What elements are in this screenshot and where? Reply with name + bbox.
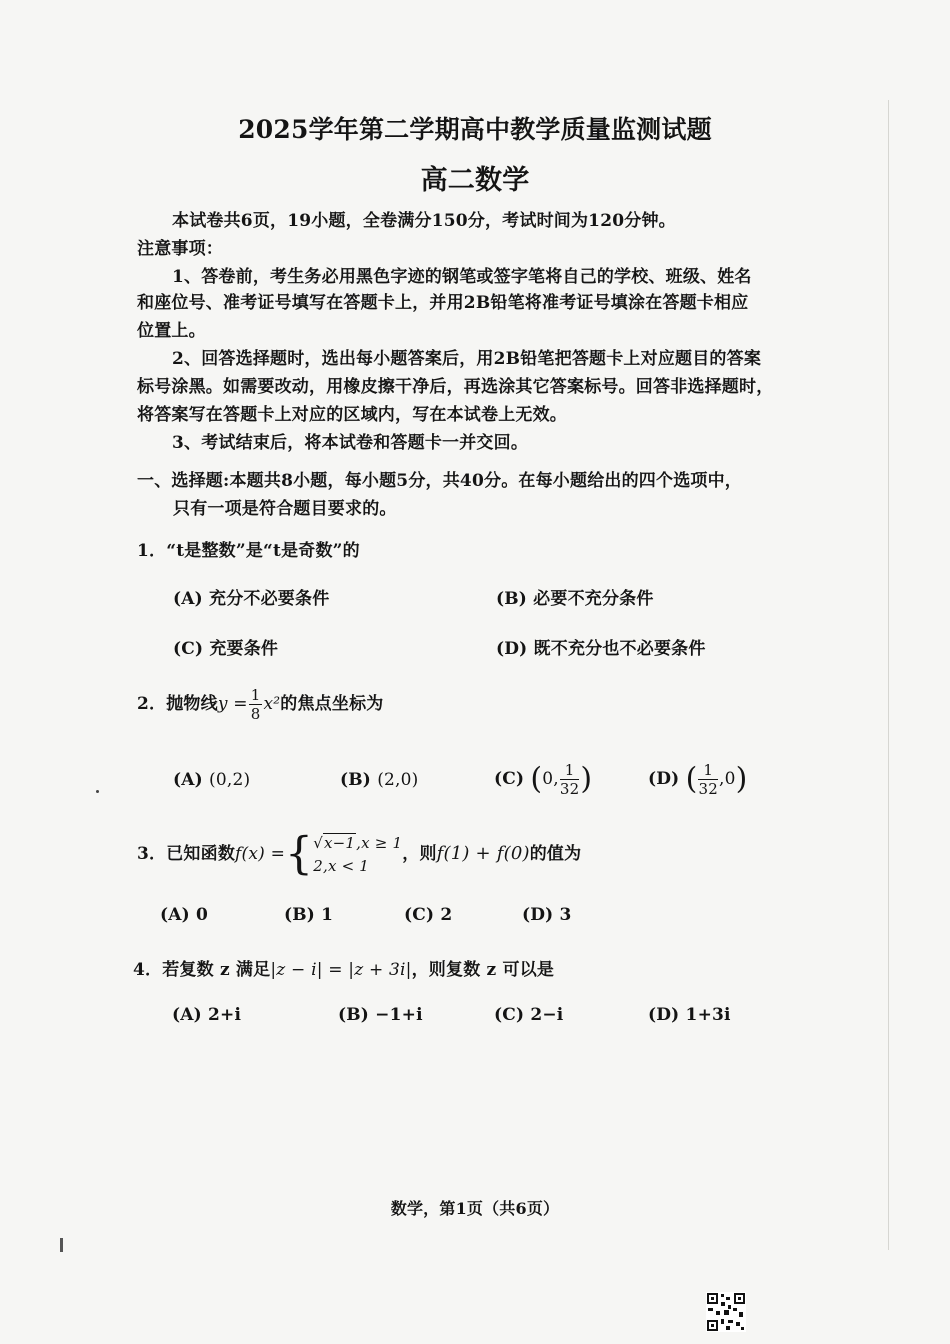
notice-2-line-2: 标号涂黑。如需要改动，用橡皮擦干净后，再选涂其它答案标号。回答非选择题时，: [137, 377, 774, 397]
question-2-option-b-value: (2,0): [377, 770, 419, 790]
question-3-option-c: (C) 2: [404, 905, 453, 925]
scan-mark: [60, 1238, 63, 1252]
question-4-stem: [133, 955, 554, 980]
question-3-expression: f(1) + f(0): [436, 843, 530, 864]
question-2-option-a-label: (A): [173, 770, 203, 790]
question-3-func: f(x) =: [235, 844, 286, 864]
question-3-option-a: (A) 0: [160, 905, 209, 925]
page-footer: 数学，第1页（共6页）: [390, 1199, 560, 1218]
question-2-option-c-paren-close: ): [580, 761, 593, 797]
question-3-piece-1-radicand: x−1: [324, 834, 356, 852]
question-3-stem-before: 3．已知函数: [137, 844, 236, 864]
question-4-stem-after: ，则复数 z 可以是: [411, 960, 555, 980]
section-1-line-1: 一、选择题:本题共8小题，每小题5分，共40分。在每小题给出的四个选项中，: [137, 471, 742, 491]
question-2-option-d-last: ,0: [718, 769, 736, 789]
notice-1-line-2: 和座位号、准考证号填写在答题卡上，并用2B铅笔将准考证号填涂在答题卡相应: [137, 293, 749, 313]
question-3-option-b: (B) 1: [284, 905, 334, 925]
question-1-option-c: (C) 充要条件: [173, 639, 279, 659]
question-3-option-d: (D) 3: [522, 905, 572, 925]
question-4-option-b: (B) −1+i: [338, 1005, 423, 1025]
question-2-option-d-den: 32: [698, 779, 718, 798]
exam-title: 2025学年第二学期高中教学质量监测试题: [238, 115, 712, 144]
question-2-option-d-label: (D): [648, 769, 680, 789]
question-2-option-a: [173, 762, 250, 798]
question-2-option-c-num: 1: [560, 763, 580, 780]
notice-heading: 注意事项：: [137, 239, 223, 259]
question-2-fraction-den: 8: [250, 704, 261, 723]
question-2-stem: [137, 684, 383, 724]
question-2-option-d-paren-close: ): [735, 761, 748, 797]
question-2-rhs: x²: [263, 694, 281, 714]
question-3-stem: [137, 826, 581, 882]
question-2-option-c-den: 32: [559, 779, 580, 798]
page-edge-line: [888, 100, 889, 1250]
question-2-stem-before: 2．抛物线: [137, 694, 218, 714]
question-2-option-d-paren-open: (: [685, 761, 698, 797]
question-4-option-d: (D) 1+3i: [648, 1005, 731, 1025]
question-2-fraction: [249, 685, 263, 723]
exam-subject: 高二数学: [420, 165, 530, 196]
exam-intro: 本试卷共6页，19小题，全卷满分150分，考试时间为120分钟。: [172, 211, 676, 231]
question-3-pieces: [313, 832, 402, 877]
notice-1-line-1: 1、答卷前，考生务必用黑色字迹的钢笔或签字笔将自己的学校、班级、姓名: [172, 267, 752, 287]
notice-3: 3、考试结束后，将本试卷和答题卡一并交回。: [172, 433, 529, 453]
scan-dot: [96, 790, 99, 793]
question-2-option-c-label: (C): [494, 769, 525, 789]
question-3-sqrt-sign: √: [313, 834, 323, 852]
question-2-option-d-fraction: [698, 760, 718, 798]
notice-2-line-3: 将答案写在答题卡上对应的区域内，写在本试卷上无效。: [137, 405, 567, 425]
question-2-lhs: y =: [217, 694, 248, 714]
section-1-line-2: 只有一项是符合题目要求的。: [173, 499, 397, 519]
qr-code-icon: [706, 1292, 746, 1332]
question-1-stem: 1．“t是整数”是“t是奇数”的: [137, 541, 360, 561]
question-3-piece-1-cond: ,x ≥ 1: [356, 834, 403, 852]
question-4-option-c: (C) 2−i: [494, 1005, 564, 1025]
question-1-option-a: (A) 充分不必要条件: [173, 589, 330, 609]
notice-2-line-1: 2、回答选择题时，选出每小题答案后，用2B铅笔把答题卡上对应题目的答案: [172, 349, 762, 369]
question-3-piece-2: 2,x < 1: [313, 856, 370, 875]
question-3-stem-after: ，则: [402, 844, 437, 864]
question-3-stem-end: 的值为: [529, 844, 582, 864]
question-3-brace: {: [285, 828, 314, 880]
question-2-option-b-label: (B): [340, 770, 372, 790]
notice-1-line-3: 位置上。: [137, 321, 206, 341]
question-2-option-c-first: 0,: [542, 769, 559, 789]
question-4-option-a: (A) 2+i: [172, 1005, 242, 1025]
question-4-condition: |z − i| = |z + 3i|: [270, 960, 412, 980]
question-2-option-d: [648, 756, 748, 803]
question-2-stem-after: 的焦点坐标为: [280, 694, 384, 714]
question-4-stem-before: 4．若复数 z 满足: [133, 960, 271, 980]
question-2-option-c: [494, 756, 592, 803]
question-3-piece-1: [313, 832, 402, 855]
question-2-option-b: [340, 762, 419, 798]
question-1-option-d: (D) 既不充分也不必要条件: [496, 639, 706, 659]
question-2-option-a-value: (0,2): [209, 770, 251, 790]
question-1-option-b: (B) 必要不充分条件: [496, 589, 654, 609]
question-2-fraction-num: 1: [250, 685, 261, 704]
question-2-option-d-num: 1: [698, 763, 718, 780]
question-2-option-c-fraction: [559, 760, 580, 798]
question-2-option-c-paren-open: (: [530, 761, 543, 797]
